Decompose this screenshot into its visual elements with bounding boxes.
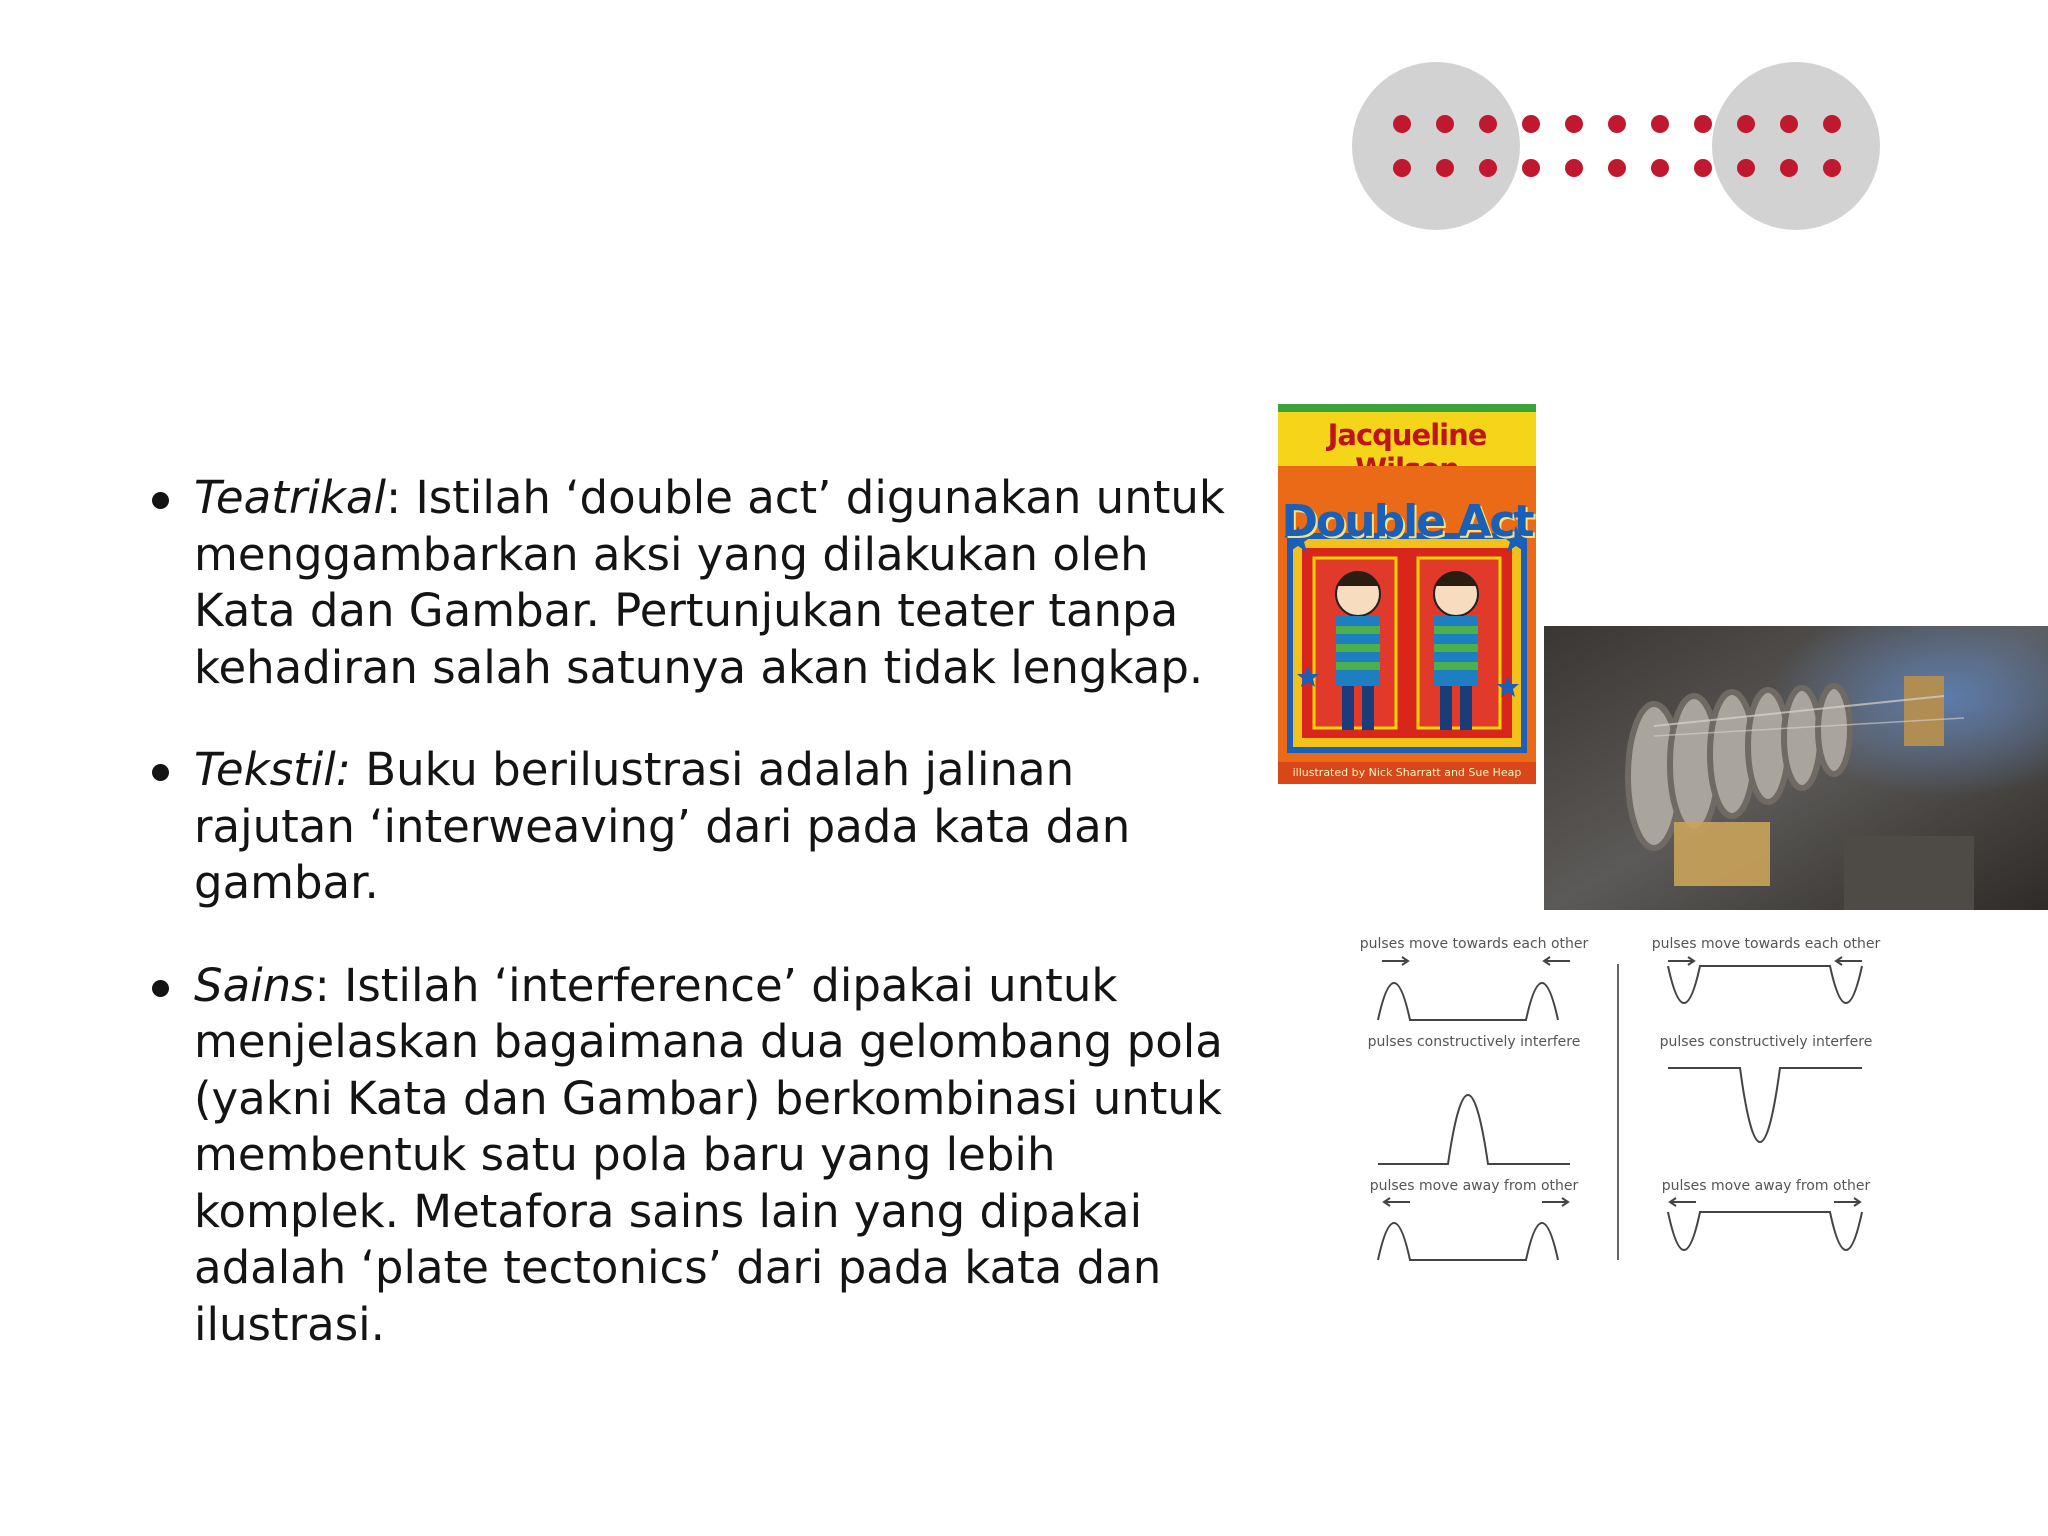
- bullet-sains: [140, 958, 1240, 1354]
- red-dot: [1479, 159, 1497, 177]
- left-label-top: pulses move towards each other: [1359, 936, 1589, 952]
- book-top-stripe: [1278, 404, 1536, 412]
- red-dot: [1393, 159, 1411, 177]
- left-label-mid: pulses constructively interfere: [1367, 1034, 1581, 1050]
- red-dot: [1522, 159, 1540, 177]
- red-dot: [1436, 115, 1454, 133]
- red-dot: [1479, 115, 1497, 133]
- bullet-term: Tekstil:: [194, 743, 351, 796]
- red-dot: [1737, 159, 1755, 177]
- wave-interference-diagram: [1356, 926, 1886, 1266]
- bullet-term: Teatrikal: [194, 471, 386, 524]
- bullet-marker: [152, 764, 169, 781]
- bullet-tekstil: [140, 742, 1240, 912]
- book-illustrator-line: illustrated by Nick Sharratt and Sue Heap: [1292, 766, 1522, 779]
- right-label-bottom: pulses move away from other: [1661, 1178, 1871, 1194]
- bullet-text: Buku berilustrasi adalah jalinan rajutan ‘interweaving’ dari pada kata dan gambar.: [194, 743, 1131, 909]
- red-dot: [1393, 115, 1411, 133]
- red-dot: [1522, 115, 1540, 133]
- red-dot: [1780, 115, 1798, 133]
- left-grey-circle: [1352, 62, 1520, 230]
- red-dot: [1780, 159, 1798, 177]
- decorative-dots: [1352, 62, 1882, 232]
- spinning-machine-photo: [1544, 626, 2048, 910]
- bullet-term: Sains: [194, 958, 315, 1012]
- red-dot: [1436, 159, 1454, 177]
- right-grey-circle: [1712, 62, 1880, 230]
- right-label-mid: pulses constructively interfere: [1659, 1034, 1873, 1050]
- bullet-text: : Istilah ‘double act’ digunakan untuk menggambarkan aksi yang dilakukan oleh Kata dan Gambar. Pertunjukan teater tanpa kehadiran salah satunya akan tidak lengkap.: [194, 471, 1225, 694]
- book-cover-image: [1278, 404, 1536, 784]
- book-title: Double Act: [1281, 496, 1533, 547]
- red-dot: [1651, 115, 1669, 133]
- bullet-marker: [152, 492, 169, 509]
- red-dot: [1608, 115, 1626, 133]
- red-dot: [1823, 159, 1841, 177]
- red-dot: [1694, 159, 1712, 177]
- bullet-marker: [152, 980, 169, 997]
- red-dot: [1565, 115, 1583, 133]
- red-dot: [1608, 159, 1626, 177]
- red-dot: [1651, 159, 1669, 177]
- left-label-bottom: pulses move away from other: [1369, 1178, 1579, 1194]
- bullet-list: [140, 470, 1240, 1399]
- red-dot: [1823, 115, 1841, 133]
- red-dot: [1737, 115, 1755, 133]
- book-author: Jacqueline: [1327, 418, 1487, 452]
- red-dot: [1565, 159, 1583, 177]
- bullet-text: : Istilah ‘interference’ dipakai untuk menjelaskan bagaimana dua gelombang pola (yakni Kata dan Gambar) berkombinasi untuk membentuk satu pola baru yang lebih komplek. Metafora sains lain yang dipakai adalah ‘plate tectonics’ dari pada kata dan ilustrasi.: [194, 958, 1223, 1351]
- red-dot: [1694, 115, 1712, 133]
- right-label-top: pulses move towards each other: [1651, 936, 1881, 952]
- bullet-teatrikal: [140, 470, 1240, 696]
